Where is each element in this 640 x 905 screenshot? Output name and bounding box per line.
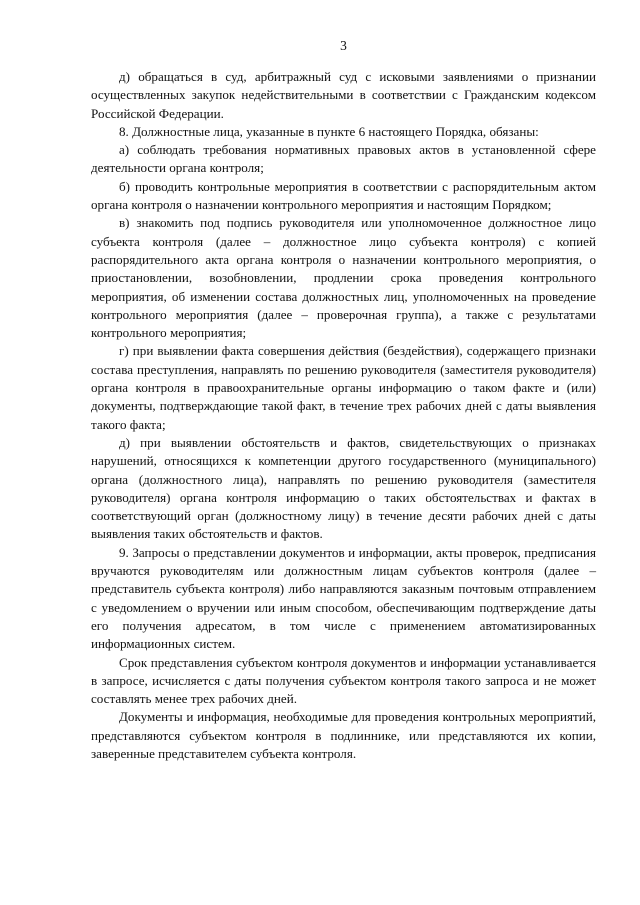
paragraph-9: 9. Запросы о представлении документов и информации, акты проверок, предписания вручаются руководителям или должностным лицам субъектов контроля (далее – представитель субъекта контроля) либо направляются заказным почтовым отправлением с уведомлением о вручении или иным способом, обеспечивающим подтверждение даты его получения адресатом, в том числе с применением автоматизированных информационных систем. [91, 544, 596, 652]
paragraph-8g: г) при выявлении факта совершения действия (бездействия), содержащего признаки состава преступления, направлять по решению руководителя (заместителя руководителя) органа контроля в правоохранительные органы информацию о таком факте и (или) документы, подтверждающие такой факт, в течение трех рабочих дней с даты выявления такого факта; [91, 343, 596, 432]
paragraph-8a: а) соблюдать требования нормативных правовых актов в установленной сфере деятельности органа контроля; [91, 142, 596, 176]
paragraph-8-intro: 8. Должностные лица, указанные в пункте 6 настоящего Порядка, обязаны: [119, 123, 539, 139]
paragraph-8d: д) при выявлении обстоятельств и фактов, свидетельствующих о признаках нарушений, относящихся к компетенции другого государственного (муниципального) органа (должностного лица), направлять по решению руководителя (заместителя руководителя) органа контроля информацию о таких обстоятельствах и фактах в соответствующий орган (должностному лицу) в течение десяти рабочих дней с даты выявления таких обстоятельств и фактов. [91, 434, 596, 542]
paragraph-9-deadline: Срок представления субъектом контроля документов и информации устанавливается в запросе, исчисляется с даты получения субъектом контроля такого запроса и не может составлять менее трех рабочих дней. [91, 654, 596, 707]
paragraph-d-court: д) обращаться в суд, арбитражный суд с исковыми заявлениями о признании осуществленных закупок недействительными в соответствии с Гражданским кодексом Российской Федерации. [91, 69, 596, 121]
paragraph-8b: б) проводить контрольные мероприятия в соответствии с распорядительным актом органа контроля о назначении контрольного мероприятия и настоящим Порядком; [91, 178, 596, 213]
paragraph-9-documents: Документы и информация, необходимые для проведения контрольных мероприятий, представляются субъектом контроля в подлиннике, или представляются их копии, заверенные представителем субъекта контроля. [91, 709, 596, 761]
page-number: 3 [340, 38, 347, 53]
paragraph-8v: в) знакомить под подпись руководителя или уполномоченное должностное лицо субъекта контроля (далее – должностное лицо субъекта контроля) с копией распорядительного акта органа контроля о назначении контрольного мероприятия, о приостановлении, возобновлении, продлении срока проведения контрольного мероприятия, об изменении состава должностных лиц, уполномоченных на проведение контрольного мероприятия (далее – проверочная группа), а также с результатами контрольного мероприятия; [91, 215, 596, 341]
